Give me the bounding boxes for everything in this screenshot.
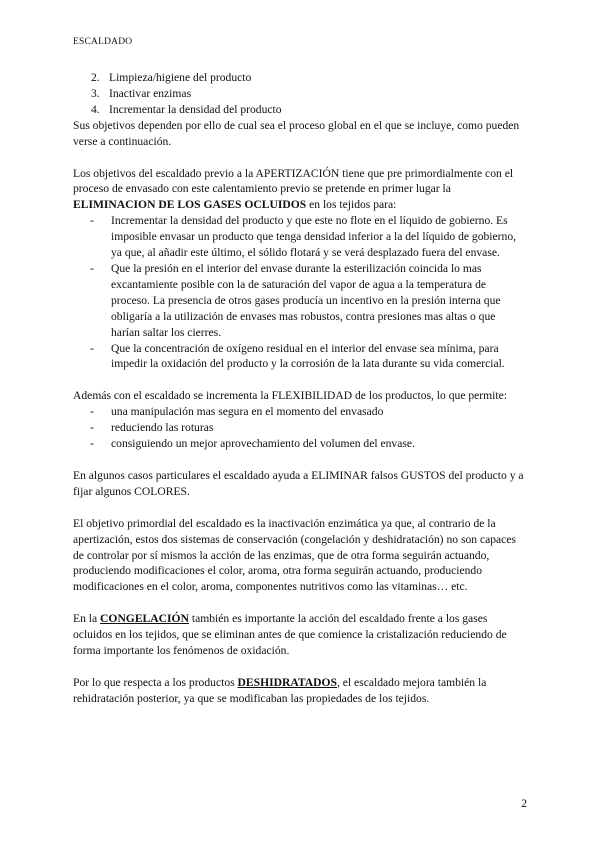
paragraph-congelacion: En la CONGELACIÓN también es importante la acción del escaldado frente a los gases ocluidos en los tejidos, que se eliminan antes de que comience la cristalización reduciendo de forma importante los fenómenos de oxidación. [73, 612, 507, 658]
numbered-list [73, 70, 527, 118]
paragraph-flexibilidad: Además con el escaldado se incrementa la FLEXIBILIDAD de los productos, lo que permite: [73, 389, 507, 403]
list-item: 2. Limpieza/higiene del producto [91, 71, 252, 84]
list-item: - Que la concentración de oxígeno residual en el interior del envase sea mínima, para impedir la oxidación del producto y la corrosión de la lata durante su vida comercial. [90, 341, 505, 371]
paragraph-deshidratados: Por lo que respecta a los productos DESHIDRATADOS, el escaldado mejora también la rehidratación posterior, ya que se modificaban las propiedades de los tejidos. [73, 676, 487, 705]
paragraph-objectives: Sus objetivos dependen por ello de cual sea el proceso global en el que se incluye, como pueden verse a continuación. [73, 118, 520, 148]
list-item: - consiguiendo un mejor aprovechamiento del volumen del envase. [90, 437, 415, 451]
dash-list-gases [73, 213, 527, 372]
list-item: - Incrementar la densidad del producto y que este no flote en el líquido de gobierno. Es imposible envasar un producto que tenga densidad inferior a la del líquido de gobierno, ya que, al añadir este último, el sólido flotará y se verá desplazado fuera del envase. [90, 214, 517, 260]
document-body [73, 70, 527, 707]
list-item: - una manipulación mas segura en el momento del envasado [90, 405, 384, 419]
page-number: 2 [521, 797, 527, 810]
list-item: 3. Inactivar enzimas [91, 86, 192, 100]
dash-list-flexibilidad [73, 404, 527, 452]
list-item: 4. Incrementar la densidad del producto [91, 102, 282, 116]
list-item: - Que la presión en el interior del envase durante la esterilización coincida lo mas excantamiente posible con la de saturación del vapor de agua a la temperatura de proceso. La presencia de otros gases producía un incentivo en la presión interna que obligaría a la utilización de envases mas robustos, contra presiones mas altas o que harían saltar los cierres. [90, 261, 501, 339]
paragraph-inactivacion: El objetivo primordial del escaldado es la inactivación enzimática ya que, al contrario de la apertización, estos dos sistemas de conservación (congelación y deshidratación) no son capaces de controlar por sí mismos la acción de las enzimas, que de otra forma seguirán actuando, produciendo modificaciones el color, aroma, otra forma seguirán actuando, produciendo modificaciones en el color, aroma, componentes nutritivos como las vitaminas… etc. [73, 516, 516, 594]
list-item: - reduciendo las roturas [90, 421, 214, 435]
paragraph-gustos-colores: En algunos casos particulares el escaldado ayuda a ELIMINAR falsos GUSTOS del producto y a fijar algunos COLORES. [73, 468, 524, 498]
paragraph-apertizacion: Los objetivos del escaldado previo a la APERTIZACIÓN tiene que pre primordialmente con el proceso de envasado con este calentamiento previo se pretende en primer lugar la ELIMINACION DE LOS GASES OCLUIDOS en los tejidos para: [73, 166, 514, 212]
page-header: ESCALDADO [73, 37, 133, 47]
